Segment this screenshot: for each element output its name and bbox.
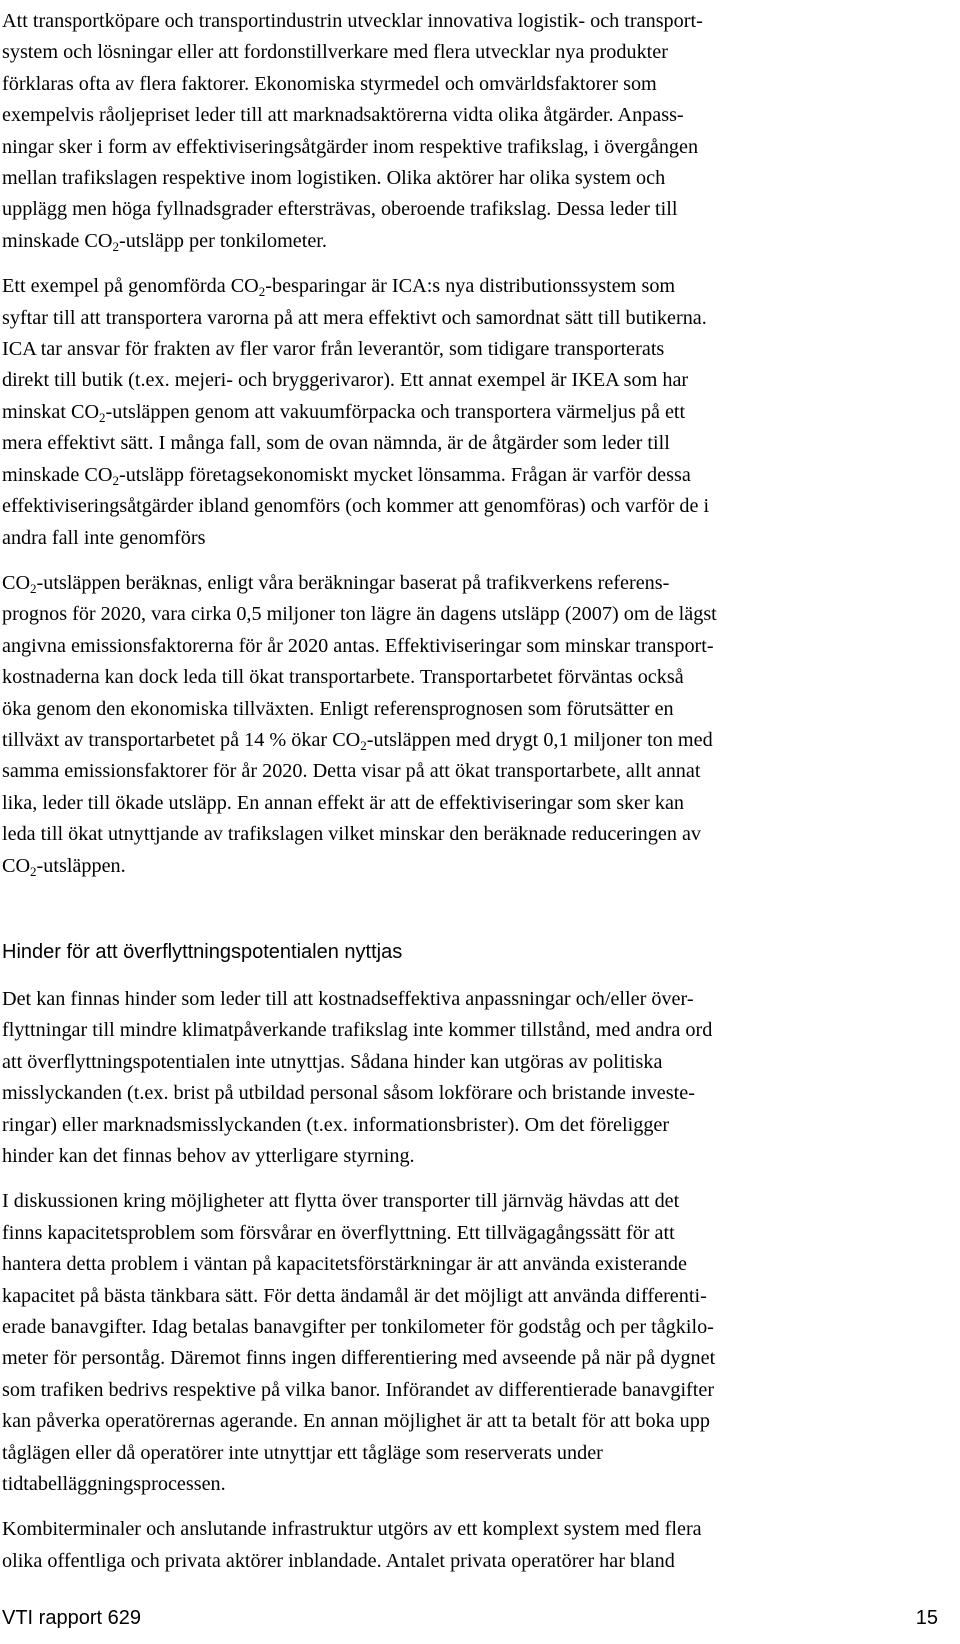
text-line: effektiviseringsåtgärder ibland genomförs (och kommer att genomföras) och varför de i — [2, 495, 710, 518]
text-line: prognos för 2020, vara cirka 0,5 miljoner ton lägre än dagens utsläpp (2007) om de lägst — [2, 603, 717, 626]
text-line: finns kapacitetsproblem som försvårar en överflyttning. Ett tillvägagångssätt för att — [2, 1221, 675, 1244]
paragraph — [2, 1186, 938, 1500]
text-line: Kombiterminaler och anslutande infrastruktur utgörs av ett komplext system med flera — [2, 1518, 702, 1541]
text-line: olika offentliga och privata aktörer inblandade. Antalet privata operatörer har bland — [2, 1549, 675, 1572]
footer-page-number: 15 — [915, 1607, 938, 1629]
text-line: flyttningar till mindre klimatpåverkande trafikslag inte kommer tillstånd, med andra ord — [2, 1019, 713, 1042]
text-line: $CO_2$-utsläppen. — [2, 854, 126, 879]
text-line: samma emissionsfaktorer för år 2020. Detta visar på att ökat transportarbete, allt annat — [2, 760, 701, 783]
text-line: tåglägen eller då operatörer inte utnyttjar ett tågläge som reserverats under — [2, 1441, 603, 1464]
text-line: kostnaderna kan dock leda till ökat transportarbete. Transportarbetet förväntas också — [2, 666, 684, 689]
text-line: tillväxt av transportarbetet på 14 % ökar $CO_2$-utsläppen med drygt 0,1 miljoner ton med — [2, 728, 713, 753]
text-line: öka genom den ekonomiska tillväxten. Enligt referensprognosen som förutsätter en — [2, 697, 674, 720]
text-line: tidtabelläggningsprocessen. — [2, 1473, 226, 1496]
text-line: mellan trafikslagen respektive inom logistiken. Olika aktörer har olika system och — [2, 167, 666, 190]
paragraph — [2, 1514, 938, 1577]
text-line: mera effektivt sätt. I många fall, som de ovan nämnda, är de åtgärder som leder till — [2, 432, 670, 455]
text-line: kapacitet på bästa tänkbara sätt. För detta ändamål är det möjligt att använda differenti- — [2, 1284, 707, 1307]
text-line: andra fall inte genomförs — [2, 526, 206, 549]
text-line: direkt till butik (t.ex. mejeri- och bryggerivaror). Ett annat exempel är IKEA som har — [2, 369, 689, 392]
text-line: minskade $CO_2$-utsläpp företagsekonomiskt mycket lönsamma. Frågan är varför dessa — [2, 463, 691, 488]
text-line: att överflyttningspotentialen inte utnyttjas. Sådana hinder kan utgöras av politiska — [2, 1050, 663, 1073]
text-line: minskade $CO_2$-utsläpp per tonkilometer. — [2, 229, 327, 254]
paragraph — [2, 6, 938, 257]
text-line: Att transportköpare och transportindustrin utvecklar innovativa logistik- och transport- — [2, 10, 703, 32]
text-line: syftar till att transportera varorna på att mera effektivt och samordnat sätt till butikerna. — [2, 306, 707, 329]
text-line: ningar sker i form av effektiviseringsåtgärder inom respektive trafikslag, i övergången — [2, 135, 699, 158]
body-section-2 — [2, 984, 938, 1577]
text-line: kan påverka operatörernas agerande. En annan möjlighet är att ta betalt för att boka upp — [2, 1410, 710, 1433]
footer-report-name: VTI rapport 629 — [2, 1607, 141, 1629]
text-line: ringar) eller marknadsmisslyckanden (t.ex. informationsbrister). Om det föreligger — [2, 1113, 670, 1136]
text-line: $CO_2$-utsläppen beräknas, enligt våra beräkningar baserat på trafikverkens referens- — [2, 571, 670, 596]
text-line: meter för persontåg. Däremot finns ingen differentiering med avseende på när på dygnet — [2, 1347, 716, 1370]
paragraph — [2, 568, 938, 882]
text-line: exempelvis råoljepriset leder till att marknadsaktörerna vidta olika åtgärder. Anpass- — [2, 104, 684, 127]
text-line: angivna emissionsfaktorerna för år 2020 antas. Effektiviseringar som minskar transport- — [2, 634, 714, 657]
section-heading: Hinder för att överflyttningspotentialen nyttjas — [2, 940, 403, 963]
text-line: lika, leder till ökade utsläpp. En annan effekt är att de effektiviseringar som sker kan — [2, 791, 685, 814]
text-line: som trafiken bedrivs respektive på vilka banor. Införandet av differentierade banavgifter — [2, 1378, 715, 1401]
text-line: misslyckanden (t.ex. brist på utbildad personal såsom lokförare och bristande investe- — [2, 1082, 695, 1105]
body-section-1 — [2, 6, 938, 882]
text-line: system och lösningar eller att fordonstillverkare med flera utvecklar nya produkter — [2, 41, 668, 64]
text-line: upplägg men höga fyllnadsgrader eftersträvas, oberoende trafikslag. Dessa leder till — [2, 198, 678, 221]
text-line: erade banavgifter. Idag betalas banavgifter per tonkilometer för godståg och per tågkilo- — [2, 1316, 714, 1339]
text-line: I diskussionen kring möjligheter att flytta över transporter till järnväg hävdas att det — [2, 1190, 680, 1213]
text-line: Ett exempel på genomförda $CO_2$-besparingar är ICA:s nya distributionssystem som — [2, 275, 676, 300]
text-line: leda till ökat utnyttjande av trafikslagen vilket minskar den beräknade reduceringen av — [2, 823, 702, 846]
text-line: minskat $CO_2$-utsläppen genom att vakuumförpacka och transportera värmeljus på ett — [2, 400, 686, 425]
text-line: Det kan finnas hinder som leder till att kostnadseffektiva anpassningar och/eller över- — [2, 987, 694, 1010]
text-line: ICA tar ansvar för frakten av fler varor från leverantör, som tidigare transporterats — [2, 338, 665, 361]
paragraph — [2, 271, 938, 554]
text-line: förklaras ofta av flera faktorer. Ekonomiska styrmedel och omvärldsfaktorer som — [2, 72, 657, 95]
text-line: hantera detta problem i väntan på kapacitetsförstärkningar är att använda existerande — [2, 1253, 687, 1276]
paragraph — [2, 984, 938, 1172]
text-line: hinder kan det finnas behov av ytterligare styrning. — [2, 1145, 415, 1167]
